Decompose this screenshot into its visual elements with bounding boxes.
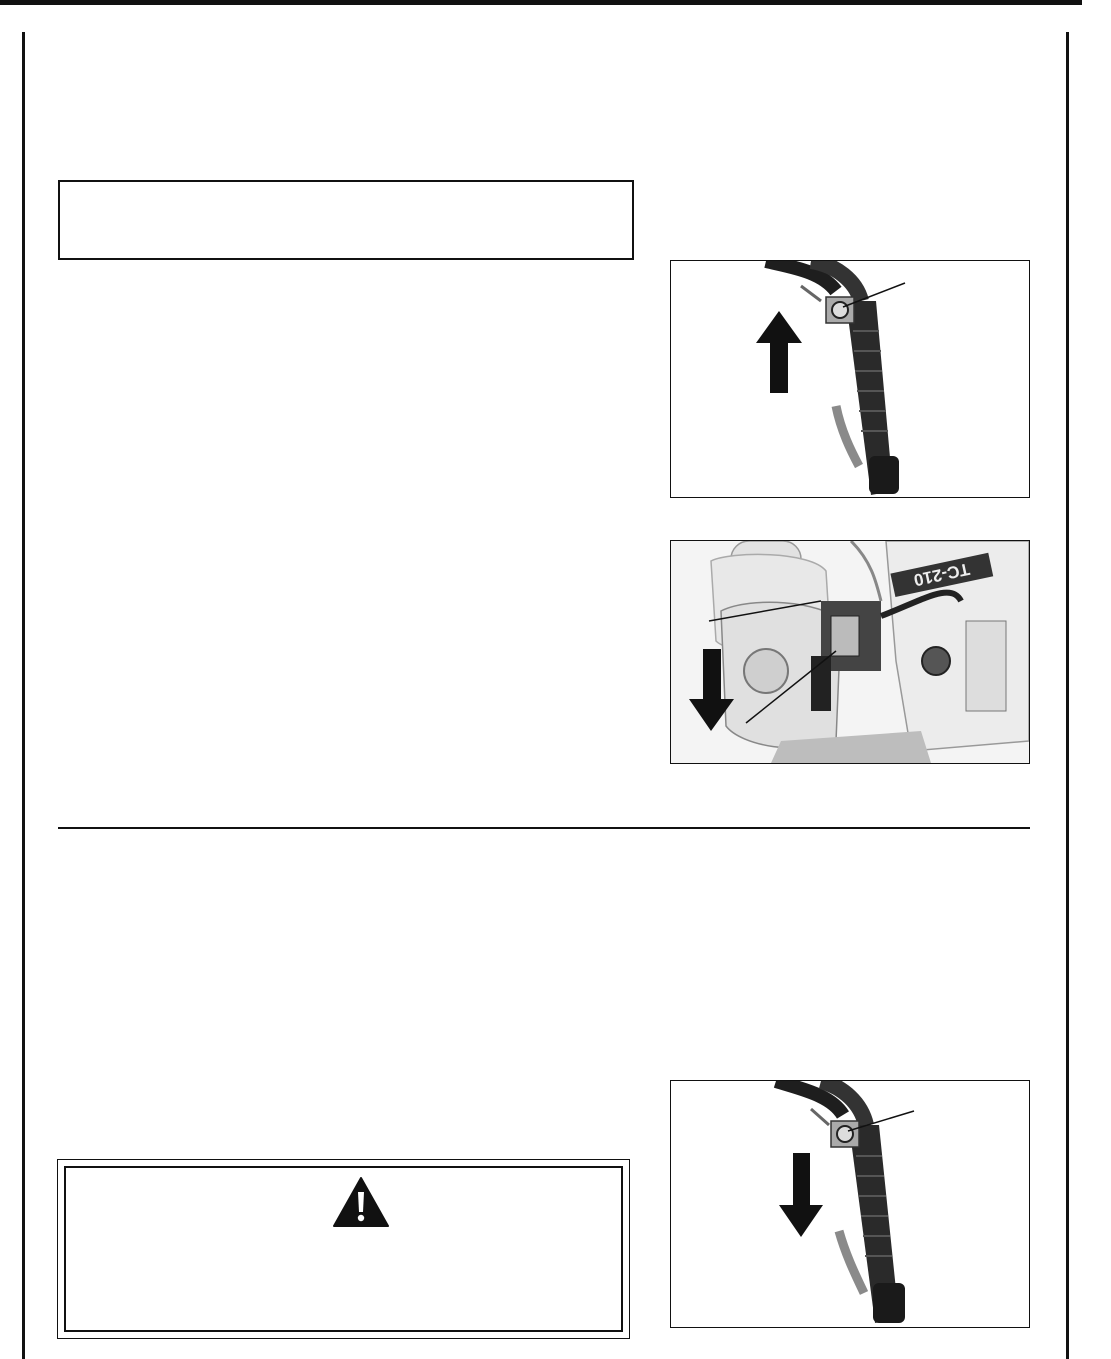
note-box (58, 180, 634, 260)
figure-throttle-down (670, 1080, 1030, 1328)
choke-decal (811, 656, 831, 711)
right-margin-rule (1066, 32, 1069, 1359)
throttle-knob (832, 302, 848, 318)
warning-triangle-icon (332, 1176, 390, 1228)
engine-decal (966, 621, 1006, 711)
throttle-cable (811, 1109, 829, 1125)
throttle-lever (839, 1231, 864, 1293)
grip-end-cap (873, 1283, 905, 1323)
arrow-down-icon (779, 1153, 823, 1237)
grip-end-cap (869, 456, 899, 494)
figure-engine-choke (670, 540, 1030, 764)
throttle-down-photo (671, 1081, 1029, 1327)
throttle-lever (836, 406, 859, 466)
figure-throttle-up (670, 260, 1030, 498)
warning-box (57, 1159, 630, 1339)
section-divider (58, 827, 1030, 829)
arrow-up-icon (756, 311, 802, 393)
left-margin-rule (22, 32, 25, 1359)
throttle-knob (837, 1126, 853, 1142)
throttle-cable (801, 286, 821, 301)
svg-text:TC-210: TC-210 (912, 559, 972, 590)
throttle-up-photo (671, 261, 1029, 497)
top-rule (0, 0, 1082, 5)
engine-photo (671, 541, 1029, 763)
warning-box-inner (64, 1166, 623, 1332)
air-filter-knob (744, 649, 788, 693)
choke-lever (831, 616, 859, 656)
spark-plug-boot (922, 647, 950, 675)
